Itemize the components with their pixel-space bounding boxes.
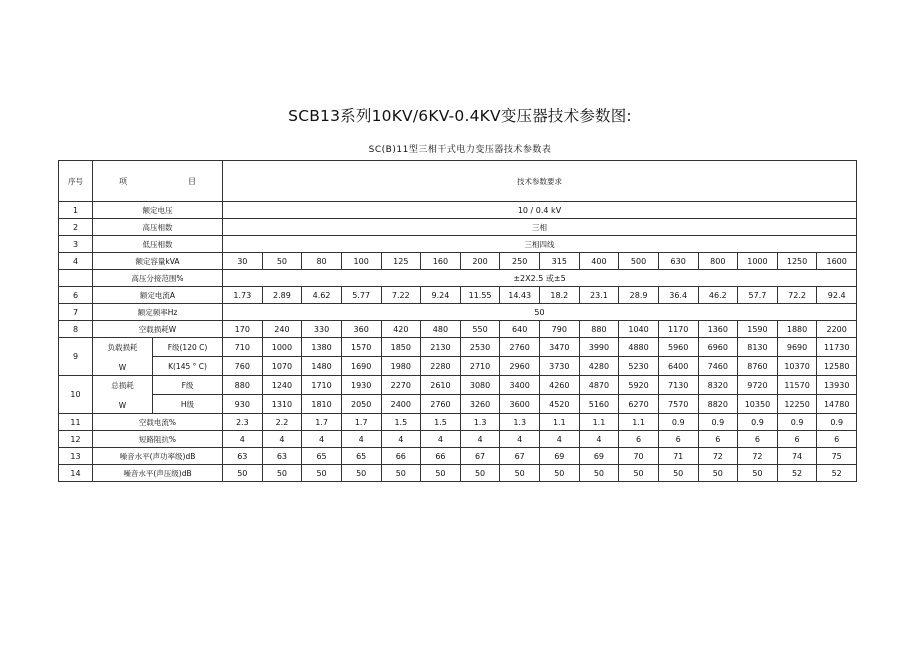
value-cell: 1310 xyxy=(262,395,302,414)
row-no xyxy=(59,270,93,287)
value-cell: 200 xyxy=(460,253,500,270)
value-cell: 50 xyxy=(540,465,580,482)
header-item-a: 项 xyxy=(118,176,127,186)
value-cell: 1.1 xyxy=(619,414,659,431)
row-no: 13 xyxy=(59,448,93,465)
value-cell: 480 xyxy=(421,321,461,338)
value-cell: 4 xyxy=(540,431,580,448)
value-cell: 1.5 xyxy=(381,414,421,431)
row-label: 噪音水平(声功率级)dB xyxy=(93,448,223,465)
value-cell: 1380 xyxy=(302,338,342,357)
value-cell: 1480 xyxy=(302,357,342,376)
value-cell: 2960 xyxy=(500,357,540,376)
value-cell: 50 xyxy=(302,465,342,482)
value-cell: 3730 xyxy=(540,357,580,376)
value-cell: 420 xyxy=(381,321,421,338)
row-value: ±2X2.5 或±5 xyxy=(223,270,857,287)
value-cell: 3470 xyxy=(540,338,580,357)
header-no: 序号 xyxy=(59,161,93,202)
value-cell: 80 xyxy=(302,253,342,270)
value-cell: 240 xyxy=(262,321,302,338)
value-cell: 400 xyxy=(579,253,619,270)
value-cell: 3080 xyxy=(460,376,500,395)
value-cell: 1000 xyxy=(262,338,302,357)
value-cell: 9720 xyxy=(738,376,778,395)
value-cell: 3260 xyxy=(460,395,500,414)
value-cell: 8320 xyxy=(698,376,738,395)
value-cell: 72.2 xyxy=(777,287,817,304)
value-cell: 11.55 xyxy=(460,287,500,304)
sub-label: K(145 ° C) xyxy=(153,357,223,376)
value-cell: 7570 xyxy=(658,395,698,414)
row-label: 短路阻抗% xyxy=(93,431,223,448)
value-cell: 1710 xyxy=(302,376,342,395)
value-cell: 57.7 xyxy=(738,287,778,304)
value-cell: 1.1 xyxy=(579,414,619,431)
value-cell: 92.4 xyxy=(817,287,857,304)
row-no: 2 xyxy=(59,219,93,236)
sub-label: H级 xyxy=(153,395,223,414)
value-cell: 4 xyxy=(500,431,540,448)
value-cell: 10370 xyxy=(777,357,817,376)
sub-label: F级(120 C) xyxy=(153,338,223,357)
spec-table xyxy=(58,160,857,482)
row-value: 10 / 0.4 kV xyxy=(223,202,857,219)
value-cell: 4 xyxy=(341,431,381,448)
value-cell: 1.3 xyxy=(500,414,540,431)
header-item xyxy=(93,161,223,202)
value-cell: 2710 xyxy=(460,357,500,376)
value-cell: 8820 xyxy=(698,395,738,414)
value-cell: 74 xyxy=(777,448,817,465)
value-cell: 12580 xyxy=(817,357,857,376)
value-cell: 250 xyxy=(500,253,540,270)
value-cell: 6 xyxy=(738,431,778,448)
row-3 xyxy=(59,236,857,253)
value-cell: 5920 xyxy=(619,376,659,395)
value-cell: 23.1 xyxy=(579,287,619,304)
value-cell: 66 xyxy=(421,448,461,465)
value-cell: 0.9 xyxy=(817,414,857,431)
value-cell: 7130 xyxy=(658,376,698,395)
value-cell: 63 xyxy=(223,448,263,465)
row-label: 高压相数 xyxy=(93,219,223,236)
value-cell: 125 xyxy=(381,253,421,270)
row-label-line-2: W xyxy=(118,362,127,372)
value-cell: 2610 xyxy=(421,376,461,395)
value-cell: 3600 xyxy=(500,395,540,414)
value-cell: 72 xyxy=(698,448,738,465)
value-cell: 330 xyxy=(302,321,342,338)
value-cell: 50 xyxy=(698,465,738,482)
value-cell: 5160 xyxy=(579,395,619,414)
row-label: 额定容量kVA xyxy=(93,253,223,270)
value-cell: 1240 xyxy=(262,376,302,395)
value-cell: 50 xyxy=(262,465,302,482)
value-cell: 1.7 xyxy=(341,414,381,431)
value-cell: 6 xyxy=(658,431,698,448)
value-cell: 100 xyxy=(341,253,381,270)
value-cell: 6 xyxy=(777,431,817,448)
value-cell: 790 xyxy=(540,321,580,338)
value-cell: 2.89 xyxy=(262,287,302,304)
value-cell: 30 xyxy=(223,253,263,270)
row-value: 三相 xyxy=(223,219,857,236)
row-11 xyxy=(59,414,857,431)
value-cell: 2130 xyxy=(421,338,461,357)
value-cell: 2530 xyxy=(460,338,500,357)
row-label: 额定频率Hz xyxy=(93,304,223,321)
value-cell: 360 xyxy=(341,321,381,338)
row-1 xyxy=(59,202,857,219)
value-cell: 28.9 xyxy=(619,287,659,304)
value-cell: 1880 xyxy=(777,321,817,338)
value-cell: 160 xyxy=(421,253,461,270)
value-cell: 12250 xyxy=(777,395,817,414)
row-9b xyxy=(59,357,857,376)
value-cell: 0.9 xyxy=(698,414,738,431)
value-cell: 5960 xyxy=(658,338,698,357)
value-cell: 65 xyxy=(341,448,381,465)
sub-label: F级 xyxy=(153,376,223,395)
value-cell: 9690 xyxy=(777,338,817,357)
row-label: 空载电流% xyxy=(93,414,223,431)
header-requirements: 技术参数要求 xyxy=(223,161,857,202)
value-cell: 2760 xyxy=(500,338,540,357)
value-cell: 7460 xyxy=(698,357,738,376)
value-cell: 1930 xyxy=(341,376,381,395)
value-cell: 50 xyxy=(658,465,698,482)
value-cell: 760 xyxy=(223,357,263,376)
row-7 xyxy=(59,304,857,321)
value-cell: 4260 xyxy=(540,376,580,395)
row-12 xyxy=(59,431,857,448)
row-no: 14 xyxy=(59,465,93,482)
row-label-line-1: 负载损耗 xyxy=(107,342,138,352)
value-cell: 1250 xyxy=(777,253,817,270)
value-cell: 67 xyxy=(500,448,540,465)
row-label: 额定电压 xyxy=(93,202,223,219)
value-cell: 640 xyxy=(500,321,540,338)
value-cell: 2400 xyxy=(381,395,421,414)
value-cell: 2280 xyxy=(421,357,461,376)
value-cell: 5.77 xyxy=(341,287,381,304)
value-cell: 880 xyxy=(579,321,619,338)
value-cell: 50 xyxy=(381,465,421,482)
value-cell: 2.3 xyxy=(223,414,263,431)
value-cell: 66 xyxy=(381,448,421,465)
row-no: 4 xyxy=(59,253,93,270)
value-cell: 1600 xyxy=(817,253,857,270)
row-no: 3 xyxy=(59,236,93,253)
value-cell: 11730 xyxy=(817,338,857,357)
value-cell: 75 xyxy=(817,448,857,465)
value-cell: 1040 xyxy=(619,321,659,338)
row-no: 7 xyxy=(59,304,93,321)
row-no: 10 xyxy=(59,376,93,414)
value-cell: 3990 xyxy=(579,338,619,357)
value-cell: 63 xyxy=(262,448,302,465)
row-no: 6 xyxy=(59,287,93,304)
row-label-line-1: 总损耗 xyxy=(111,380,134,390)
value-cell: 1.3 xyxy=(460,414,500,431)
value-cell: 14.43 xyxy=(500,287,540,304)
value-cell: 800 xyxy=(698,253,738,270)
value-cell: 4 xyxy=(579,431,619,448)
value-cell: 52 xyxy=(777,465,817,482)
value-cell: 50 xyxy=(223,465,263,482)
value-cell: 1000 xyxy=(738,253,778,270)
value-cell: 4 xyxy=(460,431,500,448)
value-cell: 6400 xyxy=(658,357,698,376)
value-cell: 8130 xyxy=(738,338,778,357)
value-cell: 1.73 xyxy=(223,287,263,304)
value-cell: 315 xyxy=(540,253,580,270)
row-2 xyxy=(59,219,857,236)
value-cell: 1360 xyxy=(698,321,738,338)
value-cell: 18.2 xyxy=(540,287,580,304)
value-cell: 4 xyxy=(262,431,302,448)
value-cell: 50 xyxy=(262,253,302,270)
value-cell: 2.2 xyxy=(262,414,302,431)
value-cell: 69 xyxy=(579,448,619,465)
value-cell: 14780 xyxy=(817,395,857,414)
value-cell: 6270 xyxy=(619,395,659,414)
document-title: SCB13系列10KV/6KV-0.4KV变压器技术参数图: xyxy=(288,107,632,125)
value-cell: 8760 xyxy=(738,357,778,376)
value-cell: 50 xyxy=(460,465,500,482)
value-cell: 70 xyxy=(619,448,659,465)
row-label: 高压分接范围% xyxy=(93,270,223,287)
value-cell: 1.5 xyxy=(421,414,461,431)
value-cell: 1980 xyxy=(381,357,421,376)
value-cell: 71 xyxy=(658,448,698,465)
row-no: 9 xyxy=(59,338,93,376)
value-cell: 7.22 xyxy=(381,287,421,304)
value-cell: 46.2 xyxy=(698,287,738,304)
header-item-b: 目 xyxy=(188,176,197,186)
row-no: 11 xyxy=(59,414,93,431)
value-cell: 52 xyxy=(817,465,857,482)
value-cell: 1070 xyxy=(262,357,302,376)
value-cell: 0.9 xyxy=(777,414,817,431)
value-cell: 50 xyxy=(619,465,659,482)
value-cell: 72 xyxy=(738,448,778,465)
header-row xyxy=(59,161,857,202)
row-label xyxy=(93,338,153,376)
value-cell: 2270 xyxy=(381,376,421,395)
row-label-line-2: W xyxy=(118,400,127,410)
value-cell: 65 xyxy=(302,448,342,465)
value-cell: 50 xyxy=(421,465,461,482)
value-cell: 4870 xyxy=(579,376,619,395)
value-cell: 880 xyxy=(223,376,263,395)
value-cell: 2050 xyxy=(341,395,381,414)
value-cell: 500 xyxy=(619,253,659,270)
value-cell: 930 xyxy=(223,395,263,414)
row-no: 12 xyxy=(59,431,93,448)
value-cell: 2200 xyxy=(817,321,857,338)
value-cell: 1590 xyxy=(738,321,778,338)
value-cell: 3400 xyxy=(500,376,540,395)
value-cell: 4880 xyxy=(619,338,659,357)
row-label: 空载损耗W xyxy=(93,321,223,338)
value-cell: 0.9 xyxy=(738,414,778,431)
value-cell: 6 xyxy=(817,431,857,448)
value-cell: 170 xyxy=(223,321,263,338)
row-10b xyxy=(59,395,857,414)
value-cell: 50 xyxy=(579,465,619,482)
value-cell: 1690 xyxy=(341,357,381,376)
value-cell: 550 xyxy=(460,321,500,338)
row-9a xyxy=(59,338,857,357)
value-cell: 0.9 xyxy=(658,414,698,431)
row-label: 低压相数 xyxy=(93,236,223,253)
value-cell: 50 xyxy=(738,465,778,482)
row-value: 50 xyxy=(223,304,857,321)
value-cell: 710 xyxy=(223,338,263,357)
table-caption: SC(B)11型三相干式电力变压器技术参数表 xyxy=(368,145,552,155)
value-cell: 4 xyxy=(381,431,421,448)
row-label xyxy=(93,376,153,414)
value-cell: 9.24 xyxy=(421,287,461,304)
row-14 xyxy=(59,465,857,482)
row-no: 8 xyxy=(59,321,93,338)
value-cell: 13930 xyxy=(817,376,857,395)
value-cell: 4.62 xyxy=(302,287,342,304)
value-cell: 1570 xyxy=(341,338,381,357)
value-cell: 4 xyxy=(421,431,461,448)
row-4 xyxy=(59,253,857,270)
value-cell: 1170 xyxy=(658,321,698,338)
value-cell: 6960 xyxy=(698,338,738,357)
value-cell: 1810 xyxy=(302,395,342,414)
value-cell: 50 xyxy=(500,465,540,482)
value-cell: 6 xyxy=(619,431,659,448)
value-cell: 69 xyxy=(540,448,580,465)
row-label: 噪音水平(声压级)dB xyxy=(93,465,223,482)
value-cell: 6 xyxy=(698,431,738,448)
row-8 xyxy=(59,321,857,338)
value-cell: 50 xyxy=(341,465,381,482)
value-cell: 2760 xyxy=(421,395,461,414)
row-10a xyxy=(59,376,857,395)
row-6 xyxy=(59,287,857,304)
value-cell: 67 xyxy=(460,448,500,465)
value-cell: 11570 xyxy=(777,376,817,395)
value-cell: 4280 xyxy=(579,357,619,376)
value-cell: 5230 xyxy=(619,357,659,376)
row-value: 三相四线 xyxy=(223,236,857,253)
value-cell: 1.7 xyxy=(302,414,342,431)
row-13 xyxy=(59,448,857,465)
value-cell: 10350 xyxy=(738,395,778,414)
value-cell: 630 xyxy=(658,253,698,270)
value-cell: 1850 xyxy=(381,338,421,357)
value-cell: 4520 xyxy=(540,395,580,414)
row-label: 额定电流A xyxy=(93,287,223,304)
row-no: 1 xyxy=(59,202,93,219)
row-5 xyxy=(59,270,857,287)
value-cell: 36.4 xyxy=(658,287,698,304)
value-cell: 4 xyxy=(302,431,342,448)
value-cell: 1.1 xyxy=(540,414,580,431)
value-cell: 4 xyxy=(223,431,263,448)
